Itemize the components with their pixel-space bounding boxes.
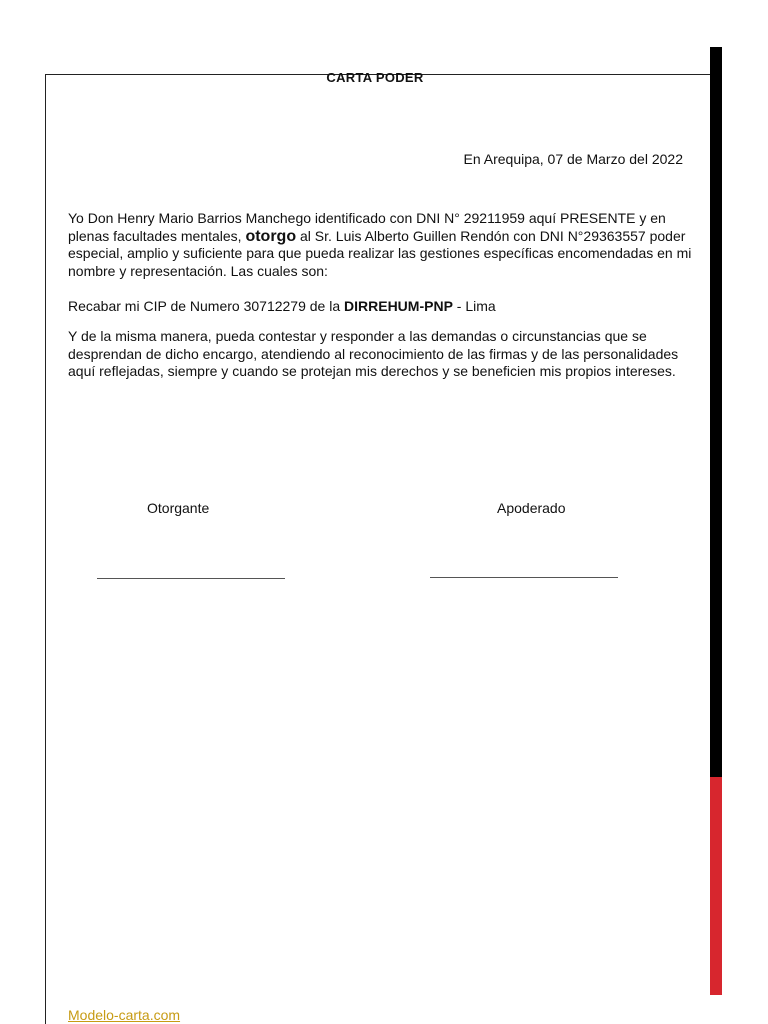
side-bar-black [710,47,722,777]
date-line: En Arequipa, 07 de Marzo del 2022 [463,151,683,167]
side-bar-red [710,777,722,995]
paragraph-grant-part2: al Sr. Luis Alberto Guillen Rendón con DNI N°29363557 poder especial, amplio y suficiente para que pueda realizar las gestiones específicas encomendadas en mi nombre y representación. Las cuales son: [68,227,692,279]
paragraph-task-bold: DIRREHUM-PNP [344,298,453,314]
paragraph-grant-part1: Yo Don Henry Mario Barrios Manchego identificado con DNI N° 29211959 aquí PRESENTE y en plenas facultades mentales, [68,210,666,244]
paragraph-task [68,298,693,316]
paragraph-scope: Y de la misma manera, pueda contestar y responder a las demandas o circunstancias que se desprendan de dicho encargo, atendiendo al reconocimiento de las firmas y de las personalidades aquí reflejadas, siempre y cuando se protejan mis derechos y se beneficien mis propios intereses. [68,328,679,379]
signature-label-otorgante: Otorgante [147,500,210,516]
signature-label-apoderado: Apoderado [497,500,566,516]
signature-line-apoderado [430,577,618,578]
footer-site-link[interactable]: Modelo-carta.com [68,1007,181,1023]
paragraph-grant [68,210,693,280]
paragraph-grant-emphasis: otorgo [245,227,297,245]
paragraph-task-part1: Recabar mi CIP de Numero 30712279 de la [68,298,345,314]
paragraph-task-part2: - Lima [452,298,496,314]
page-border-left [45,74,46,1024]
signature-line-otorgante [97,578,285,579]
document-title: CARTA PODER [326,70,424,85]
